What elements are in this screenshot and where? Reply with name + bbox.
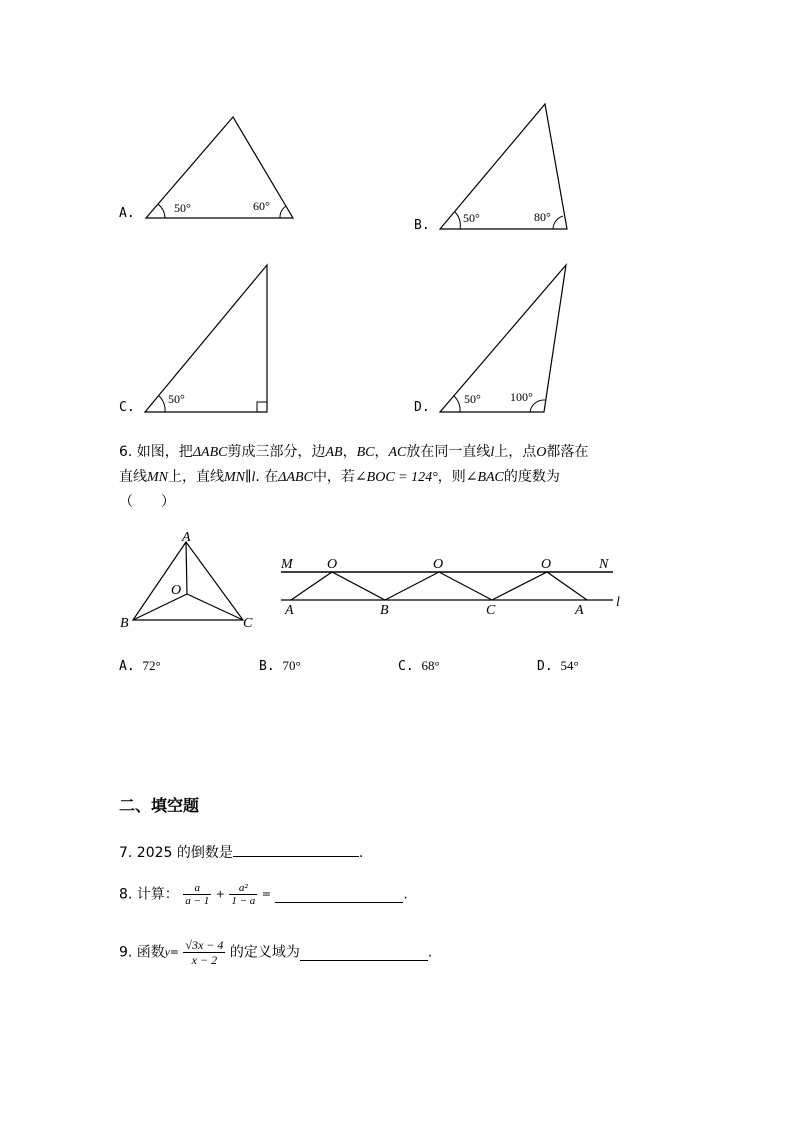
- angle-a2: 60°: [253, 199, 270, 213]
- label-O2: O: [433, 557, 444, 572]
- section-title: 二、填空题: [119, 796, 200, 815]
- q6-choice-b[interactable]: B. 70°: [259, 658, 301, 674]
- angle-c1: 50°: [168, 392, 185, 406]
- fraction-2: $\frac{\text{a²}}{1 - a}$: [231, 882, 256, 907]
- label-B: B: [380, 603, 389, 618]
- option-b-figure: [430, 95, 590, 235]
- triangle-a: [110, 105, 310, 235]
- q6-choice-d[interactable]: D. 54°: [537, 658, 579, 674]
- angle-d1: 50°: [464, 392, 481, 406]
- q6-triangle-svg: [115, 528, 265, 633]
- label-A2: A: [575, 603, 584, 618]
- label-C: C: [486, 603, 496, 618]
- option-c-figure: [135, 258, 285, 418]
- triangle-b: [430, 95, 590, 235]
- q6-triangle-figure: [115, 528, 265, 633]
- label-O: O: [171, 583, 182, 598]
- option-b-label[interactable]: B.: [414, 218, 430, 233]
- label-C: C: [243, 616, 253, 631]
- q6-zigzag-figure: [275, 552, 635, 620]
- triangle-c: [135, 258, 285, 418]
- question-8: 8. 计算： $\frac{a}{a - 1}$ + $\frac{\text{a²}}{1 - a}$ = .: [119, 882, 408, 907]
- label-O1: O: [327, 557, 338, 572]
- q6-choice-a[interactable]: A. 72°: [119, 658, 161, 674]
- label-A: A: [182, 530, 191, 545]
- label-l: l: [616, 595, 620, 610]
- fraction-3: $\frac{√3x - 4}{x - 2}$: [185, 938, 224, 967]
- option-a-figure: [110, 105, 310, 235]
- label-N: N: [599, 557, 609, 572]
- label-O3: O: [541, 557, 552, 572]
- question-6-line-2: 直线MN上，直线MN∥l. 在ΔABC中，若∠BOC = 124°，则∠BAC的度数为: [119, 469, 560, 485]
- angle-b2: 80°: [534, 210, 551, 224]
- label-B: B: [120, 616, 129, 631]
- label-M: M: [281, 557, 293, 572]
- q6-choice-c[interactable]: C. 68°: [398, 658, 440, 674]
- angle-d2: 100°: [510, 390, 533, 404]
- angle-a1: 50°: [174, 201, 191, 215]
- question-6: [119, 440, 689, 514]
- option-c-label[interactable]: C.: [119, 400, 135, 415]
- label-A1: A: [285, 603, 294, 618]
- q6-zigzag-svg: [275, 552, 635, 620]
- answer-blank-9[interactable]: [300, 944, 428, 961]
- option-d-figure: [430, 258, 580, 418]
- angle-b1: 50°: [463, 211, 480, 225]
- question-6-line-1: 6. 如图，把ΔABC剪成三部分，边AB，BC，AC放在同一直线l上，点O都落在: [119, 444, 589, 460]
- option-d-label[interactable]: D.: [414, 400, 430, 415]
- triangle-d: [430, 258, 580, 418]
- question-7: 7. 2025 的倒数是 .: [119, 840, 363, 865]
- answer-blank-7[interactable]: [233, 840, 359, 857]
- option-a-label[interactable]: A.: [119, 206, 135, 221]
- answer-blank-8[interactable]: [275, 886, 403, 903]
- fraction-1: $\frac{a}{a - 1}$: [185, 882, 210, 907]
- question-6-paren: （ ）: [119, 494, 175, 510]
- question-9: 9. 函数y= $\frac{√3x - 4}{x - 2}$ 的定义域为 .: [119, 938, 433, 967]
